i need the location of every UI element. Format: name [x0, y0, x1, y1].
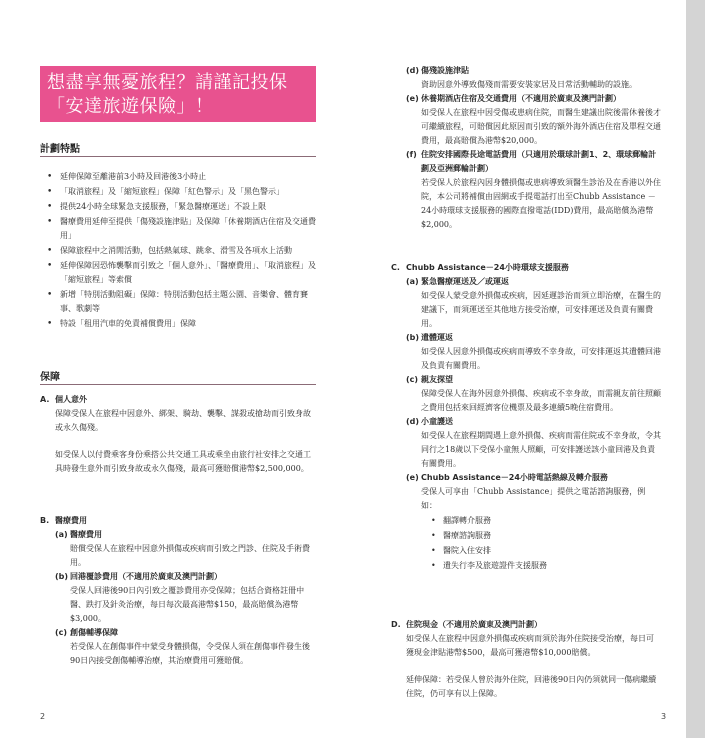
- list-item: • 醫療諮詢服務: [431, 528, 661, 543]
- divider-rule: [40, 156, 316, 157]
- list-item: • 新增「特別活動阻礙」保障：特別活動包括主題公園、音樂會、體育賽事、歌劇等: [40, 288, 316, 316]
- item-title: 醫療費用: [70, 530, 102, 539]
- banner-line-1: 想盡享無憂旅程？請謹記投保: [47, 72, 288, 93]
- list-item: • 保障旅程中之消閒活動，包括熱氣球、跳傘、滑雪及各項水上活動: [40, 244, 316, 258]
- item-title: 傷殘設施津貼: [421, 66, 469, 75]
- item-title: 回港覆診費用（不適用於廣東及澳門計劃）: [70, 572, 222, 581]
- section-label: B.: [40, 516, 50, 525]
- list-item: • 醫院入住安排: [431, 543, 661, 558]
- section-label: C.: [391, 263, 400, 272]
- support-services-list: [391, 513, 661, 573]
- section-label: A.: [40, 395, 50, 404]
- list-item: • 延伸保障因恐怖襲擊而引致之「個人意外」、「醫療費用」、「取消旅程」及「縮短旅程」等索償: [40, 259, 316, 287]
- page-number-right: 3: [661, 712, 667, 721]
- coverage-section-b-continued: [391, 64, 661, 232]
- list-item: • 提供24小時全球緊急支援服務，「緊急醫療運送」不設上限: [40, 200, 316, 214]
- item-number: (a): [406, 277, 419, 286]
- item-body: 如受保人因意外損傷或疾病而導致不幸身故，可安排運返其遺體回港及負責有關費用。: [421, 347, 661, 370]
- plan-features-heading: 計劃特點: [40, 144, 80, 155]
- list-item: • 醫療費用延伸至提供「傷殘設施津貼」及保障「休養期酒店住宿及交通費用」: [40, 215, 316, 243]
- coverage-section-b: [40, 514, 316, 668]
- item-body: 受保人回港後90日內引致之覆診費用亦受保障；包括合資格註冊中醫、跌打及針灸治療，每日每次最高港幣$150，最高賠償為港幣$3,000。: [70, 586, 305, 623]
- coverage-section-d: [391, 618, 661, 701]
- item-title: 遺體運返: [421, 333, 453, 342]
- section-paragraph: 如受保人在旅程中因意外損傷或疾病而須於海外住院接受治療，每日可獲現金津貼港幣$500，最高可獲港幣$10,000賠償。: [406, 634, 654, 657]
- item-body: 資助因意外導致傷殘而需要安裝家居及日常活動輔助的設施。: [421, 80, 637, 89]
- coverage-heading: 保障: [40, 372, 60, 383]
- banner-line-2: 「安達旅遊保險」！: [47, 96, 214, 117]
- item-title: 親友探望: [421, 375, 453, 384]
- item-title: 創傷輔導保障: [70, 628, 118, 637]
- section-paragraph: 如受保人以付費乘客身份乘搭公共交通工具或乘坐由旅行社安排之交通工具時發生意外而引致身故或永久傷殘，最高可獲賠償港幣$2,500,000。: [55, 450, 311, 473]
- item-body: 賠償受保人在旅程中因意外損傷或疾病而引致之門診、住院及手術費用。: [70, 544, 310, 567]
- coverage-section-a: [40, 393, 316, 476]
- divider-rule: [40, 384, 316, 385]
- item-number: (f): [406, 150, 417, 159]
- list-item: • 特設「租用汽車的免責補償費用」保障: [40, 317, 316, 331]
- item-number: (c): [406, 375, 419, 384]
- plan-features-list: [40, 170, 316, 332]
- item-body: 保障受保人在海外因意外損傷、疾病或不幸身故，而需親友前往照顧之費用包括來回經濟客位機票及最多連續5晚住宿費用。: [421, 389, 661, 412]
- promo-banner: [40, 66, 316, 122]
- item-title: 緊急醫療運送及／或運返: [421, 277, 509, 286]
- page-edge-shadow: [686, 0, 705, 738]
- item-body: 若受保人在創傷事件中蒙受身體損傷，令受保人須在創傷事件發生後90日內接受創傷輔導治療，其治療費用可獲賠償。: [70, 642, 310, 665]
- item-title: 休養期酒店住宿及交通費用（不適用於廣東及澳門計劃）: [421, 94, 621, 103]
- item-number: (c): [55, 628, 68, 637]
- item-number: (a): [55, 530, 68, 539]
- list-item: • 延伸保障至離港前3小時及回港後3小時止: [40, 170, 316, 184]
- item-title: 小童護送: [421, 417, 453, 426]
- section-title: 個人意外: [55, 395, 87, 404]
- item-number: (d): [406, 66, 420, 75]
- item-number: (e): [406, 94, 419, 103]
- coverage-section-c: [391, 261, 661, 573]
- list-item: • 遺失行李及旅遊證件支援服務: [431, 558, 661, 573]
- item-body: 如受保人在旅程中因受傷或患病住院，而醫生建議出院後需休養後才可繼續旅程，可賠償因此原因而引致的額外海外酒店住宿及單程交通費用，最高賠償為港幣$20,000。: [421, 108, 661, 145]
- section-title: 住院現金（不適用於廣東及澳門計劃）: [406, 620, 542, 629]
- item-body: 若受保人於旅程內因身體損傷或患病導致須醫生診治及在香港以外住院，本公司將補償由固網或手提電話打出至Chubb Assistance － 24小時環球支援服務的國際直撥電話(IDD)費用，最高賠償為港幣$2,000。: [421, 178, 661, 229]
- list-item: • 翻譯轉介服務: [431, 513, 661, 528]
- section-paragraph: 延伸保障：若受保人曾於海外住院，回港後90日內仍須就同一傷病繼續住院，仍可享有以上保障。: [406, 675, 657, 698]
- item-body: 受保人可享由「Chubb Assistance」提供之電話諮詢服務，例如：: [421, 487, 646, 510]
- section-paragraph: 保障受保人在旅程中因意外、綁架、騎劫、襲擊、謀殺或搶劫而引致身故或永久傷殘。: [55, 409, 311, 432]
- item-number: (b): [406, 333, 420, 342]
- item-body: 如受保人蒙受意外損傷或疾病，因延遲診治而須立即治療，在醫生的建議下，而須運送至其他地方接受治療，可安排運送及負責有關費用。: [421, 291, 661, 328]
- item-body: 如受保人在旅程期間遇上意外損傷、疾病而需住院或不幸身故，令其同行之18歲以下受保小童無人照顧，可安排護送該小童回港及負責有關費用。: [421, 431, 661, 468]
- item-title: Chubb Assistance－24小時電話熱線及轉介服務: [421, 473, 608, 482]
- section-title: Chubb Assistance－24小時環球支援服務: [406, 263, 569, 272]
- item-number: (b): [55, 572, 69, 581]
- page-number-left: 2: [40, 712, 46, 721]
- section-title: 醫療費用: [55, 516, 87, 525]
- list-item: • 「取消旅程」及「縮短旅程」保障「紅色警示」及「黑色警示」: [40, 185, 316, 199]
- item-number: (d): [406, 417, 420, 426]
- item-number: (e): [406, 473, 419, 482]
- item-title: 住院安排國際長途電話費用（只適用於環球計劃1、2、環球郵輪計劃及亞洲郵輪計劃）: [421, 150, 657, 173]
- section-label: D.: [391, 620, 401, 629]
